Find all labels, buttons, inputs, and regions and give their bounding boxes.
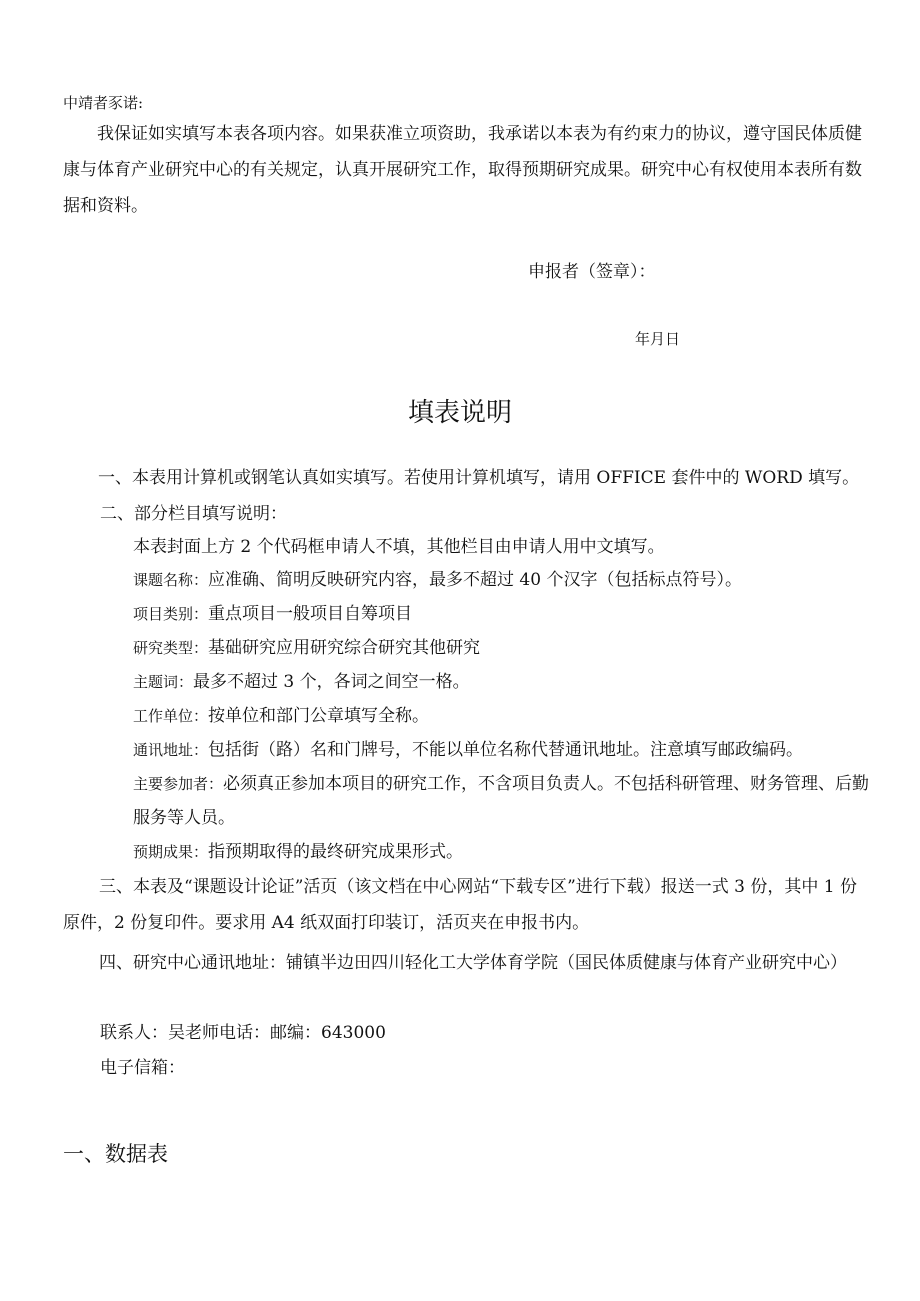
field-note-label: 主题词： (133, 673, 194, 691)
field-note (133, 733, 873, 767)
email-line: 电子信箱： (100, 1058, 185, 1078)
field-note-label: 主要参加者： (133, 775, 224, 793)
field-note (133, 665, 873, 699)
cover-note: 本表封面上方 2 个代码框申请人不填，其他栏目由申请人用中文填写。 (133, 537, 665, 557)
field-note-text: 必须真正参加本项目的研究工作，不含项目负责人。不包括科研管理、财务管理、后勤服务等人员。 (133, 774, 870, 828)
contact-line: 联系人：吴老师电话：邮编：643000 (100, 1023, 386, 1043)
field-note-text: 重点项目一般项目自筹项目 (208, 604, 413, 624)
field-note-text: 最多不超过 3 个，各词之间空一格。 (193, 672, 470, 692)
field-note-label: 工作单位： (133, 707, 209, 725)
field-note-label: 项目类别： (133, 605, 209, 623)
date-label: 年月日 (635, 330, 681, 348)
field-note (133, 563, 873, 597)
pledge-heading: 中靖者豕诺: (63, 94, 144, 112)
field-note-label: 课题名称： (133, 571, 209, 589)
field-note (133, 767, 873, 835)
field-note (133, 597, 873, 631)
field-note-text: 按单位和部门公章填写全称。 (208, 706, 430, 726)
field-note-label: 研究类型： (133, 639, 209, 657)
field-note-text: 包括街（路）名和门牌号，不能以单位名称代替通讯地址。注意填写邮政编码。 (208, 740, 804, 760)
field-notes-list (133, 563, 873, 869)
instruction-item-4: 四、研究中心通讯地址：铺镇半边田四川轻化工大学体育学院（国民体质健康与体育产业研究中心） (99, 953, 847, 973)
field-note (133, 631, 873, 665)
field-note-text: 基础研究应用研究综合研究其他研究 (208, 638, 481, 658)
field-note-text: 指预期取得的最终研究成果形式。 (208, 842, 464, 862)
field-note-label: 通讯地址： (133, 741, 209, 759)
field-note-label: 预期成果： (133, 843, 209, 861)
instruction-item-1: 一、本表用计算机或钢笔认真如实填写。若使用计算机填写，请用 OFFICE 套件中的 WORD 填写。二、部分栏目填写说明： (98, 468, 860, 524)
page-title: 填表说明 (407, 398, 512, 428)
pledge-text: 我保证如实填写本表各项内容。如果获准立项资助，我承诺以本表为有约束力的协议，遵守国民体质健康与体育产业研究中心的有关规定，认真开展研究工作，取得预期研究成果。研究中心有权使用本表所有数据和资料。 (63, 124, 862, 216)
section-heading: 一、数据表 (63, 1142, 168, 1166)
field-note-text: 应准确、简明反映研究内容，最多不超过 40 个汉字（包括标点符号）。 (208, 570, 742, 590)
instruction-item-3: 三、本表及“课题设计论证”活页（该文档在中心网站“下载专区”进行下载）报送一式 3 份，其中 1 份原件，2 份复印件。要求用 A4 纸双面打印装订，活页夹在申报书内。 (63, 877, 858, 933)
field-note (133, 699, 873, 733)
field-note (133, 835, 873, 869)
signature-label: 申报者（签章）： (528, 262, 656, 282)
